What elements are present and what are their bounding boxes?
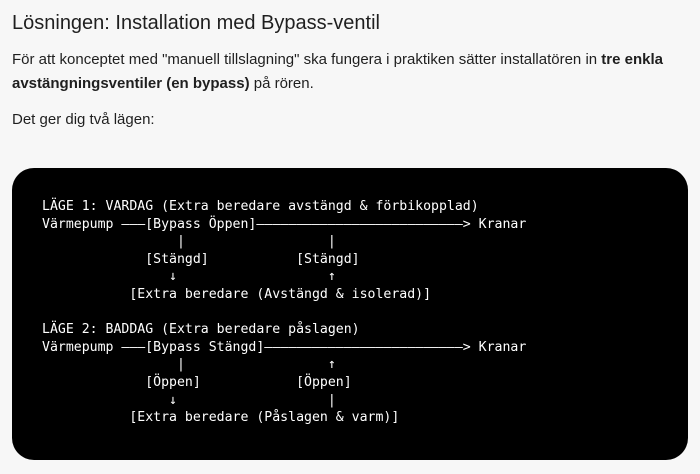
code-line: Värmepump ———[Bypass Öppen]——————————————————————————> Kranar [42, 216, 527, 232]
code-line: | ↑ [42, 357, 336, 373]
code-line: Värmepump ———[Bypass Stängd]—————————————————————————> Kranar [42, 339, 527, 355]
code-line: LÄGE 1: VARDAG (Extra beredare avstängd & förbikopplad) [42, 199, 479, 214]
code-line: ↓ ↑ [42, 269, 336, 285]
code-line: [Extra beredare (Påslagen & varm)] [42, 410, 400, 426]
intro-text-before: För att konceptet med "manuell tillslagning" ska fungera i praktiken sätter installatören in [12, 51, 602, 68]
code-content [42, 198, 526, 427]
modes-intro: Det ger dig två lägen: [12, 111, 155, 128]
intro-paragraph [12, 48, 688, 96]
section-heading: Lösningen: Installation med Bypass-ventil [12, 12, 380, 34]
intro-text-after: på rören. [249, 75, 314, 92]
intro-text-bold: tre enkla avstängningsventiler (en bypass) [12, 51, 663, 92]
code-line: LÄGE 2: BADDAG (Extra beredare påslagen) [42, 322, 360, 338]
code-line: [Extra beredare (Avstängd & isolerad)] [42, 286, 432, 302]
code-line: | | [42, 234, 336, 250]
code-block [12, 168, 688, 460]
code-line: [Öppen] [Öppen] [42, 374, 352, 390]
code-line: ↓ | [42, 392, 336, 408]
code-line: [Stängd] [Stängd] [42, 251, 360, 267]
